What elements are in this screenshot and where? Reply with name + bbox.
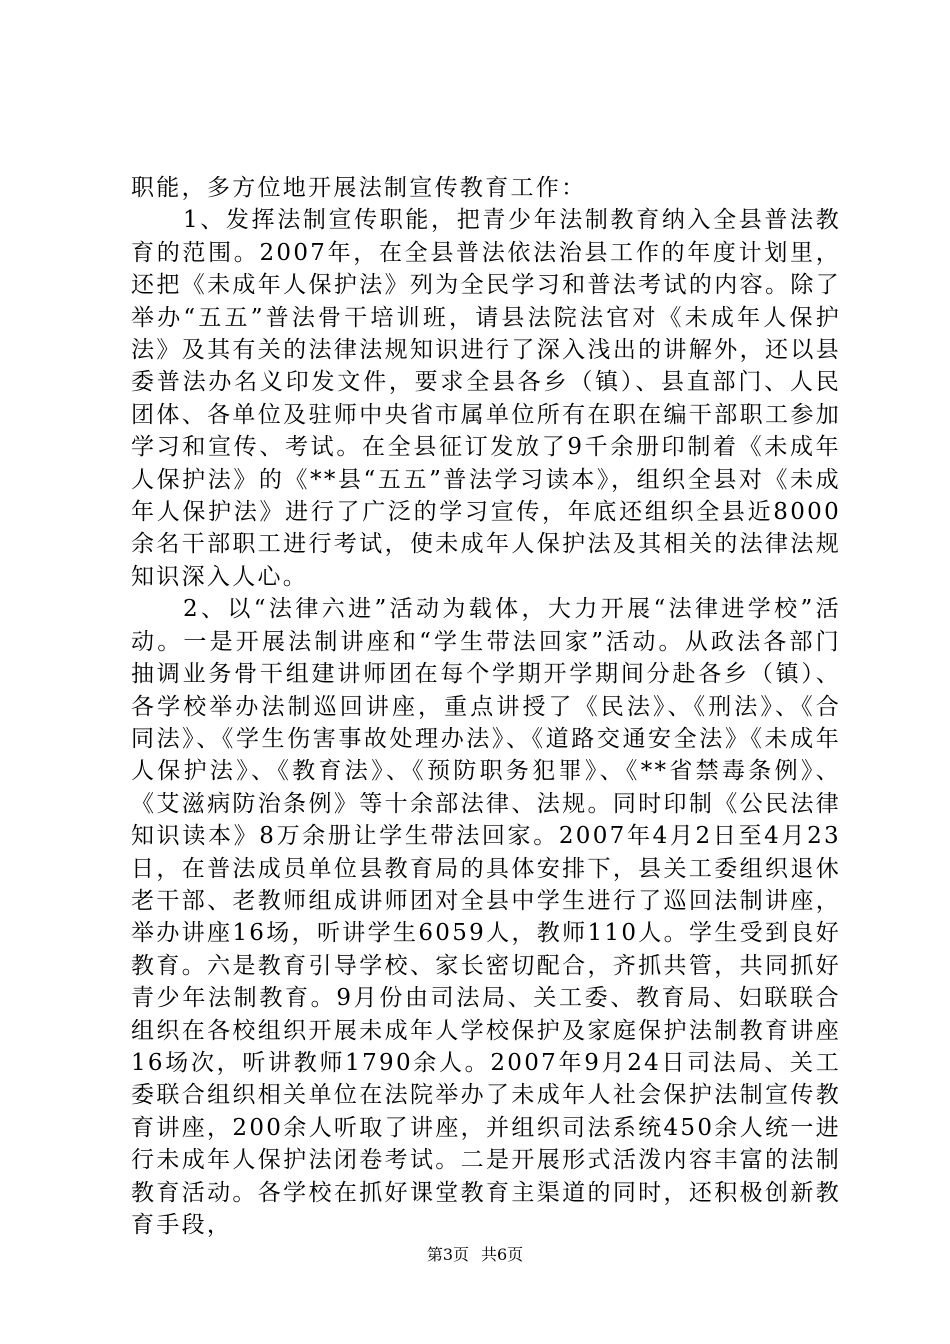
paragraph-continuation: 职能，多方位地开展法制宣传教育工作：: [131, 175, 587, 201]
paragraph-item-1: 1、发挥法制宣传职能，把青少年法制教育纳入全县普法教育的范围。2007年，在全县普法依法治县工作的年度计划里，还把《未成年人保护法》列为全民学习和普法考试的内容。除了举办“五五”普法骨干培训班，请县法院法官对《未成年人保护法》及其有关的法律法规知识进行了深入浅出的讲解外，还以县委普法办名义印发文件，要求全县各乡（镇）、县直部门、人民团体、各单位及驻师中央省市属单位所有在职在编干部职工参加学习和宣传、考试。在全县征订发放了9千余册印制着《未成年人保护法》的《**县“五五”普法学习读本》，组织全县对《未成年人保护法》进行了广泛的学习宣传，年底还组织全县近8000余名干部职工进行考试，使未成年人保护法及其相关的法律法规知识深入人心。: [131, 207, 841, 590]
document-body: [131, 172, 841, 1241]
paragraph-item-2: 2、以“法律六进”活动为载体，大力开展“法律进学校”活动。一是开展法制讲座和“学生带法回家”活动。从政法各部门抽调业务骨干组建讲师团在每个学期开学期间分赴各乡（镇）、各学校举办法制巡回讲座，重点讲授了《民法》、《刑法》、《合同法》、《学生伤害事故处理办法》、《道路交通安全法》《未成年人保护法》、《教育法》、《预防职务犯罪》、《**省禁毒条例》、《艾滋病防治条例》等十余部法律、法规。同时印制《公民法律知识读本》8万余册让学生带法回家。2007年4月2日至4月23日，在普法成员单位县教育局的具体安排下，县关工委组织退休老干部、老教师组成讲师团对全县中学生进行了巡回法制讲座，举办讲座16场，听讲学生6059人，教师110人。学生受到良好教育。六是教育引导学校、家长密切配合，齐抓共管，共同抓好青少年法制教育。9月份由司法局、关工委、教育局、妇联联合组织在各校组织开展未成年人学校保护及家庭保护法制教育讲座16场次，听讲教师1790余人。2007年9月24日司法局、关工委联合组织相关单位在法院举办了未成年人社会保护法制宣传教育讲座，200余人听取了讲座，并组织司法系统450余人统一进行未成年人保护法闭卷考试。二是开展形式活泼内容丰富的法制教育活动。各学校在抓好课堂教育主渠道的同时，还积极创新教育手段，: [131, 596, 841, 1238]
page-number: 第3页: [426, 1245, 469, 1264]
page-footer: [0, 1242, 950, 1265]
page-total: 共6页: [481, 1245, 524, 1264]
